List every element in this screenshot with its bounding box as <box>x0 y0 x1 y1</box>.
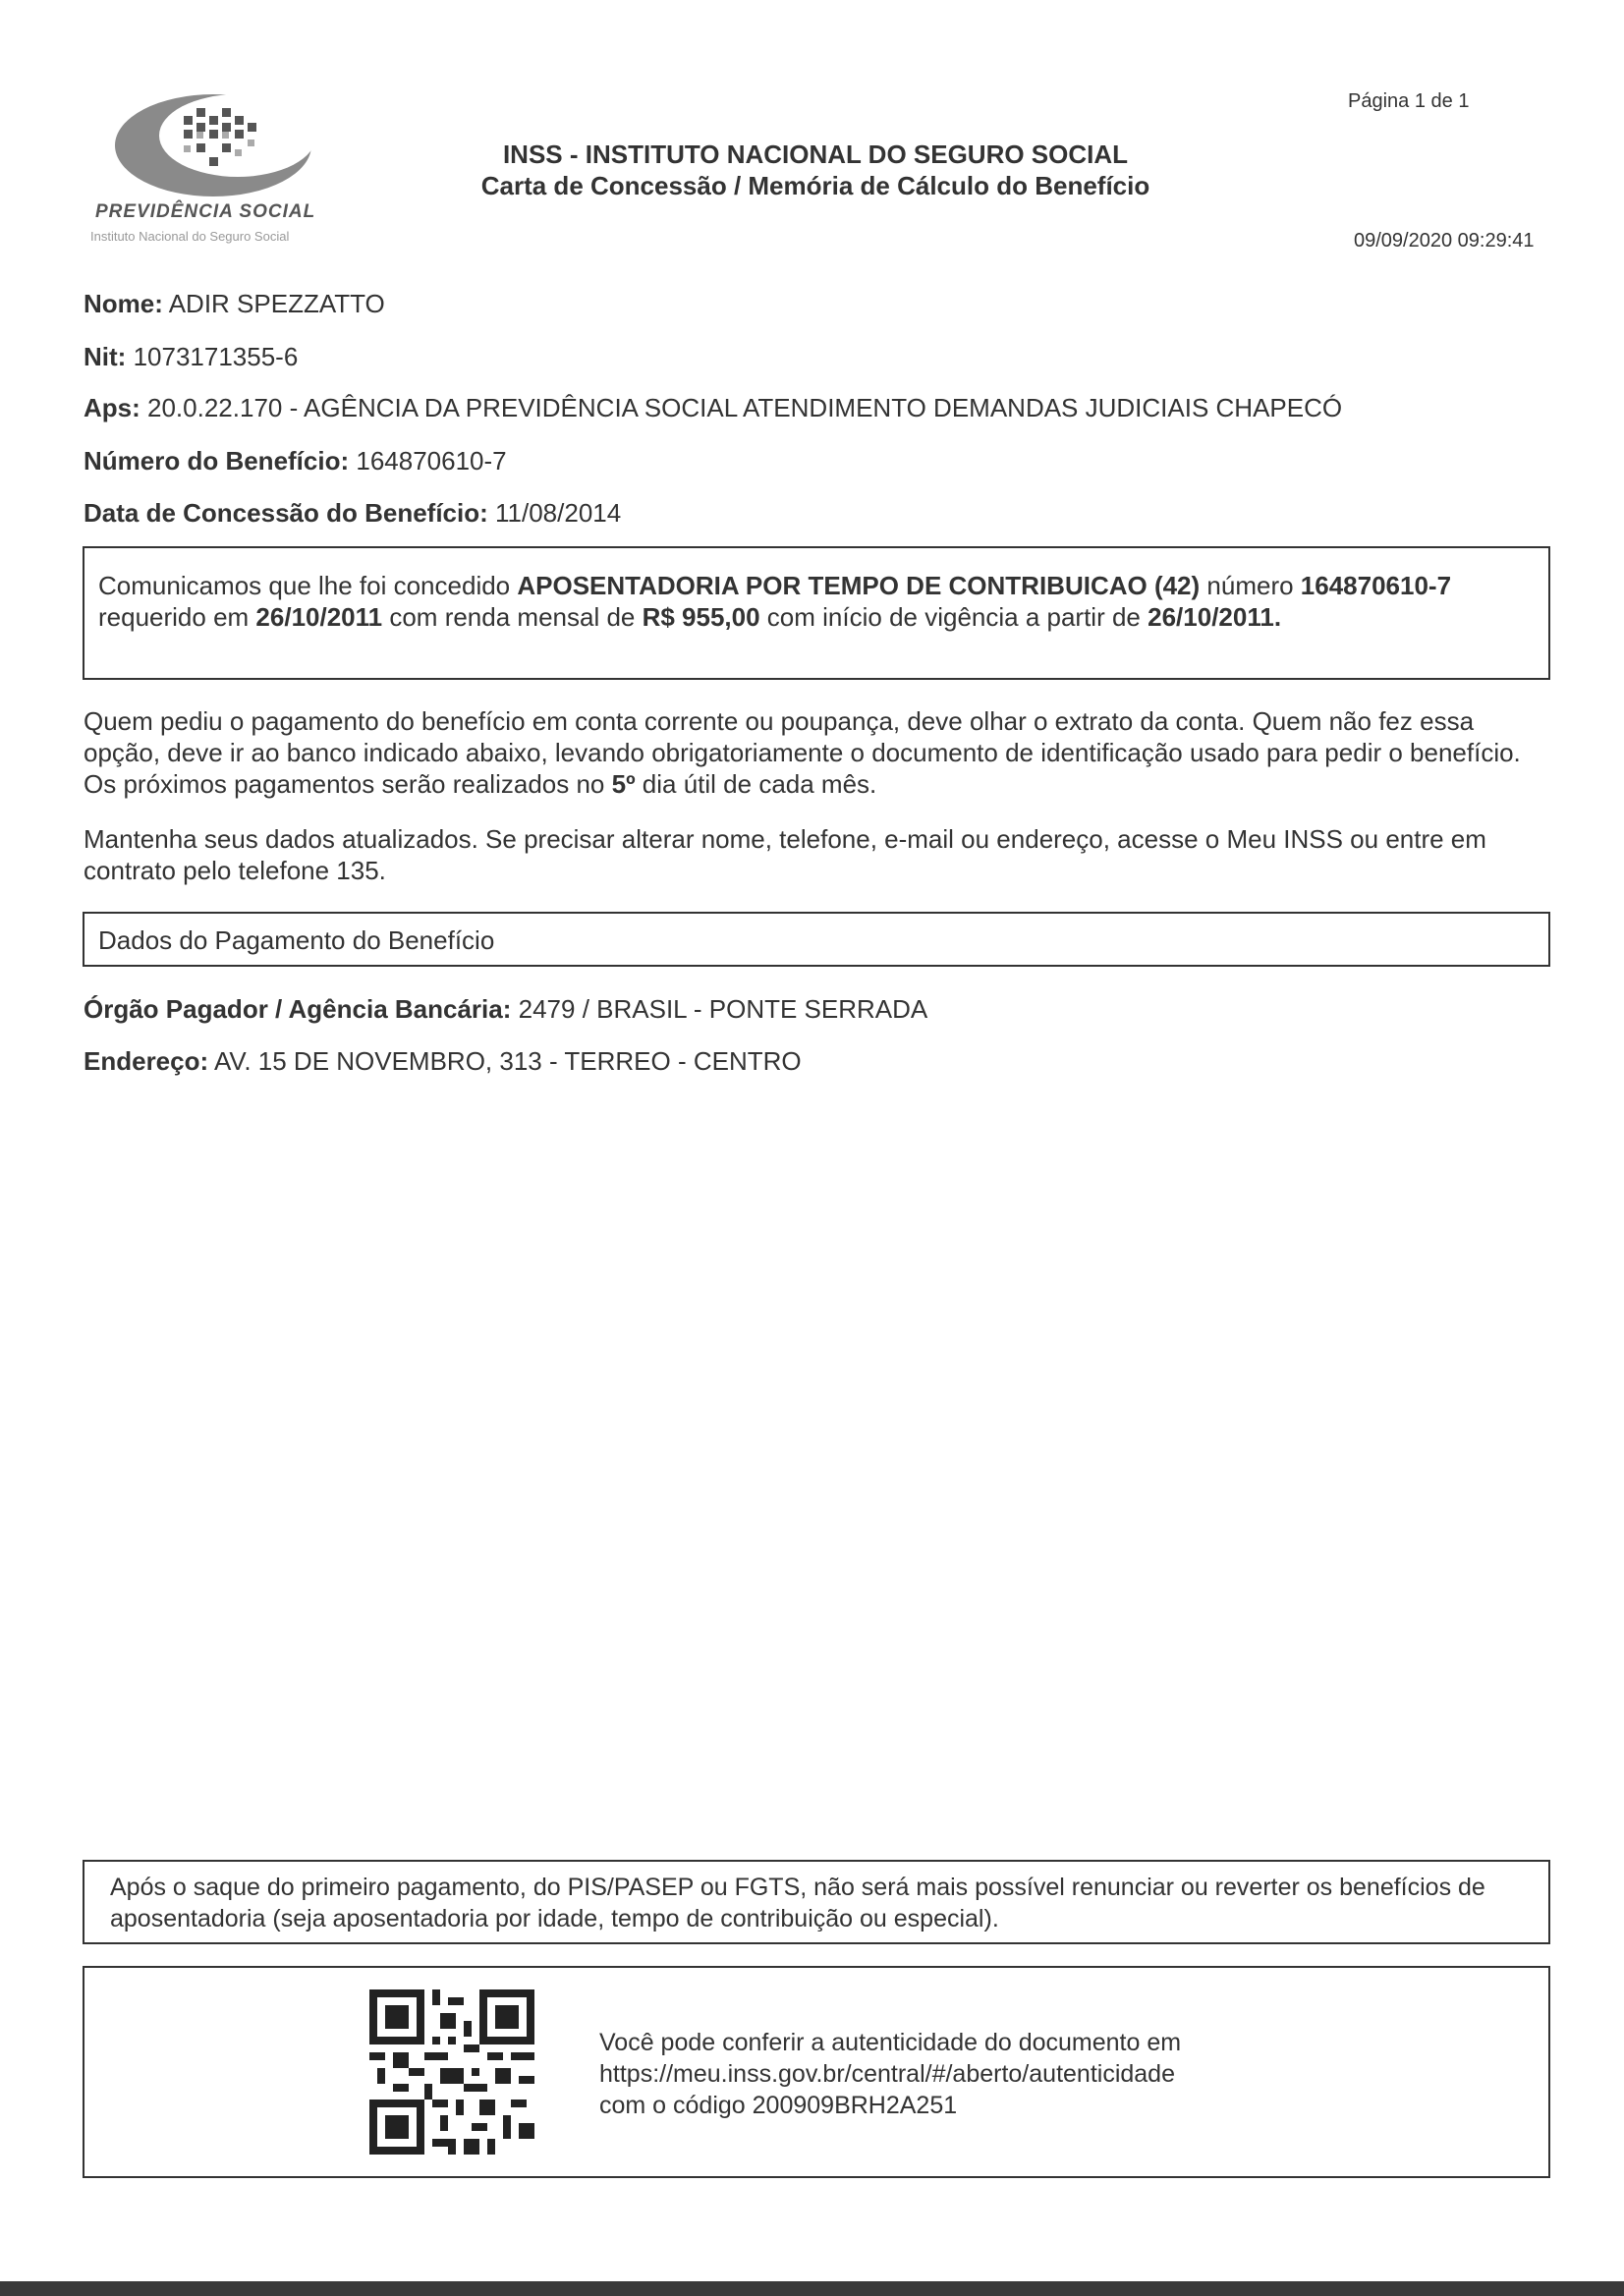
authenticity-text: Você pode conferir a autenticidade do documento em https://meu.inss.gov.br/central/#/aberto/autenticidade com o código 200909BRH2A251 <box>599 2029 1182 2119</box>
field-numero-beneficio: Número do Benefício: 164870610-7 <box>84 446 507 476</box>
field-orgao-pagador: Órgão Pagador / Agência Bancária: 2479 / BRASIL - PONTE SERRADA <box>84 994 928 1024</box>
logo-text: PREVIDÊNCIA SOCIAL <box>95 201 316 222</box>
qr-code-icon <box>369 1989 534 2155</box>
field-endereco: Endereço: AV. 15 DE NOVEMBRO, 313 - TERREO - CENTRO <box>84 1046 802 1076</box>
document-title: INSS - INSTITUTO NACIONAL DO SEGURO SOCIAL <box>502 140 1129 169</box>
payment-instructions: Quem pediu o pagamento do benefício em conta corrente ou poupança, deve olhar o extrato da conta. Quem não fez essa opção, deve ir ao banco indicado abaixo, levando obrigatoriamente o documento de identificação usado para pedir o benefício. Os próximos pagamentos serão realizados no 5º dia útil de cada mês. <box>84 706 1521 799</box>
logo-subtitle: Instituto Nacional do Seguro Social <box>90 229 290 244</box>
payment-section-header: Dados do Pagamento do Benefício <box>83 912 1550 967</box>
print-timestamp: 09/09/2020 09:29:41 <box>1354 230 1535 252</box>
document-subtitle: Carta de Concessão / Memória de Cálculo do Benefício <box>480 171 1150 200</box>
field-aps: Aps: 20.0.22.170 - AGÊNCIA DA PREVIDÊNCIA SOCIAL ATENDIMENTO DEMANDAS JUDICIAIS CHAPECÓ <box>84 393 1343 422</box>
field-nit: Nit: 1073171355-6 <box>84 342 299 371</box>
field-nome: Nome: ADIR SPEZZATTO <box>84 289 385 318</box>
scan-edge <box>0 2281 1624 2296</box>
update-data-notice: Mantenha seus dados atualizados. Se precisar alterar nome, telefone, e-mail ou endereço, acesse o Meu INSS ou entre em contrato pelo telefone 135. <box>84 824 1486 885</box>
concession-notice-box: Comunicamos que lhe foi concedido APOSENTADORIA POR TEMPO DE CONTRIBUICAO (42) número 164870610-7 requerido em 26/10/2011 com renda mensal de R$ 955,00 com início de vigência a partir de 26/10/2011. <box>83 546 1550 680</box>
renunciation-warning-box: Após o saque do primeiro pagamento, do PIS/PASEP ou FGTS, não será mais possível renunciar ou reverter os benefícios de aposentadoria (seja aposentadoria por idade, tempo de contribuição ou especial). <box>83 1860 1550 1944</box>
authenticity-box <box>83 1966 1550 2178</box>
authenticity-url[interactable]: https://meu.inss.gov.br/central/#/aberto/autenticidade <box>599 2060 1175 2088</box>
page-number: Página 1 de 1 <box>1348 90 1470 112</box>
field-data-concessao: Data de Concessão do Benefício: 11/08/2014 <box>84 498 622 528</box>
